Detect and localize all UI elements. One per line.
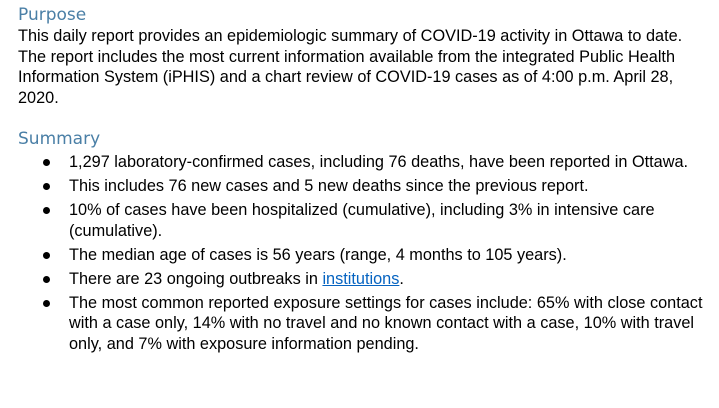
- summary-bullet-hospitalized: [18, 200, 708, 241]
- summary-bullet-new-cases: [18, 176, 708, 197]
- purpose-heading: Purpose: [18, 5, 87, 25]
- bullet-icon: [43, 207, 50, 214]
- bullet-text: This includes 76 new cases and 5 new deaths since the previous report.: [69, 177, 589, 195]
- summary-heading: Summary: [18, 129, 101, 149]
- bullet-icon: [43, 159, 50, 166]
- purpose-paragraph: This daily report provides an epidemiologic summary of COVID-19 activity in Ottawa to date. The report includes the most current information available from the integrated Public Health Information System (iPHIS) and a chart review of COVID-19 cases as of 4:00 p.m. April 28, 2020.: [18, 27, 683, 107]
- institutions-link[interactable]: institutions: [322, 269, 400, 288]
- report-page: [18, 4, 708, 358]
- bullet-text: The most common reported exposure settings for cases include: 65% with close contact with a case only, 14% with no travel and no known contact with a case, 10% with travel only, and 7% with exposure information pending.: [69, 293, 703, 353]
- bullet-icon: [43, 183, 50, 190]
- bullet-text: The median age of cases is 56 years (range, 4 months to 105 years).: [69, 245, 567, 264]
- summary-bullet-cases: [18, 152, 708, 173]
- bullet-icon: [43, 300, 50, 307]
- bullet-suffix: .: [399, 269, 404, 288]
- bullet-icon: [43, 276, 50, 283]
- bullet-icon: [43, 252, 50, 259]
- summary-bullet-median-age: [18, 245, 708, 266]
- bullet-text: 1,297 laboratory-confirmed cases, including 76 deaths, have been reported in Ottawa.: [69, 153, 689, 171]
- bullet-text: 10% of cases have been hospitalized (cumulative), including 3% in intensive care (cumulative).: [69, 201, 655, 240]
- summary-list: [18, 152, 708, 354]
- summary-bullet-outbreaks: [18, 269, 708, 290]
- summary-bullet-exposure: [18, 293, 708, 355]
- bullet-text: There are 23 ongoing outbreaks in: [69, 269, 323, 288]
